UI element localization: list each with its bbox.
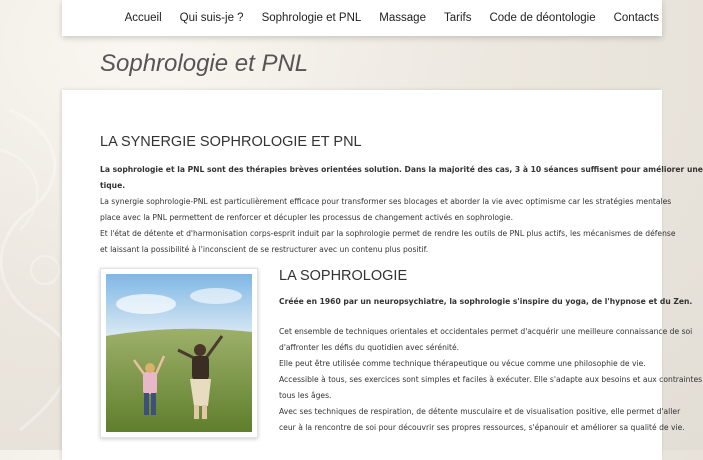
body-line: Accessible à tous, ses exercices sont simples et faciles à exécuter. Elle s'adapte aux besoins et aux contraintes	[279, 375, 703, 384]
body-line: place avec la PNL permettent de renforcer et décupler les processus de changement activés en sophrologie.	[100, 213, 513, 222]
section-title-sophrologie: LA SOPHROLOGIE	[279, 268, 408, 284]
nav-sophrologie-pnl[interactable]: Sophrologie et PNL	[261, 12, 362, 24]
body-line: et laissant la possibilité à l'inconscient de se restructurer avec un contenu plus positif.	[100, 245, 429, 254]
main-menu	[116, 0, 662, 36]
nav-code-deontologie[interactable]: Code de déontologie	[489, 12, 596, 24]
field-children-photo	[106, 274, 252, 432]
nav-tarifs[interactable]: Tarifs	[443, 12, 472, 24]
synergie-intro	[100, 162, 703, 194]
top-navigation-bar	[62, 0, 662, 36]
intro-line: tique.	[100, 181, 126, 190]
photo-frame	[100, 268, 258, 438]
body-line: Avec ses techniques de respiration, de détente musculaire et de visualisation positive, elle permet d'aller	[279, 407, 681, 416]
sophrologie-body	[279, 324, 703, 436]
body-line: d'affronter les défis du quotidien avec sérénité.	[279, 343, 460, 352]
body-line: Elle peut être utilisée comme technique thérapeutique ou vécue comme une philosophie de vie.	[279, 359, 646, 368]
nav-accueil[interactable]: Accueil	[124, 12, 162, 24]
intro-line: La sophrologie et la PNL sont des thérapies brèves orientées solution. Dans la majorité des cas, 3 à 10 séances suffisent pour améliorer une	[100, 165, 703, 174]
body-line: Cet ensemble de techniques orientales et occidentales permet d'acquérir une meilleure connaissance de soi	[279, 327, 693, 336]
sophrologie-intro: Créée en 1960 par un neuropsychiatre, la sophrologie s'inspire du yoga, de l'hypnose et du Zen.	[279, 297, 693, 306]
nav-contacts[interactable]: Contacts	[613, 12, 659, 24]
nav-qui-suis-je[interactable]: Qui suis-je ?	[179, 12, 244, 24]
nav-massage[interactable]: Massage	[379, 12, 426, 24]
section-title-synergie: LA SYNERGIE SOPHROLOGIE ET PNL	[100, 134, 362, 150]
synergie-body	[100, 194, 676, 258]
body-line: ceur à la rencontre de soi pour découvrir ses propres ressources, s'épanouir et améliorer sa qualité de vie.	[279, 423, 685, 432]
content-panel	[62, 90, 703, 460]
page-title: Sophrologie et PNL	[100, 50, 309, 77]
body-line: Et l'état de détente et d'harmonisation corps-esprit induit par la sophrologie permet de rendre les outils de PNL plus actifs, les mécanismes de défense	[100, 229, 676, 238]
body-line: La synergie sophrologie-PNL est particulièrement efficace pour transformer ses blocages et aborder la vie avec optimisme car les stratégies mentales	[100, 197, 672, 206]
body-line: tous les âges.	[279, 391, 332, 400]
